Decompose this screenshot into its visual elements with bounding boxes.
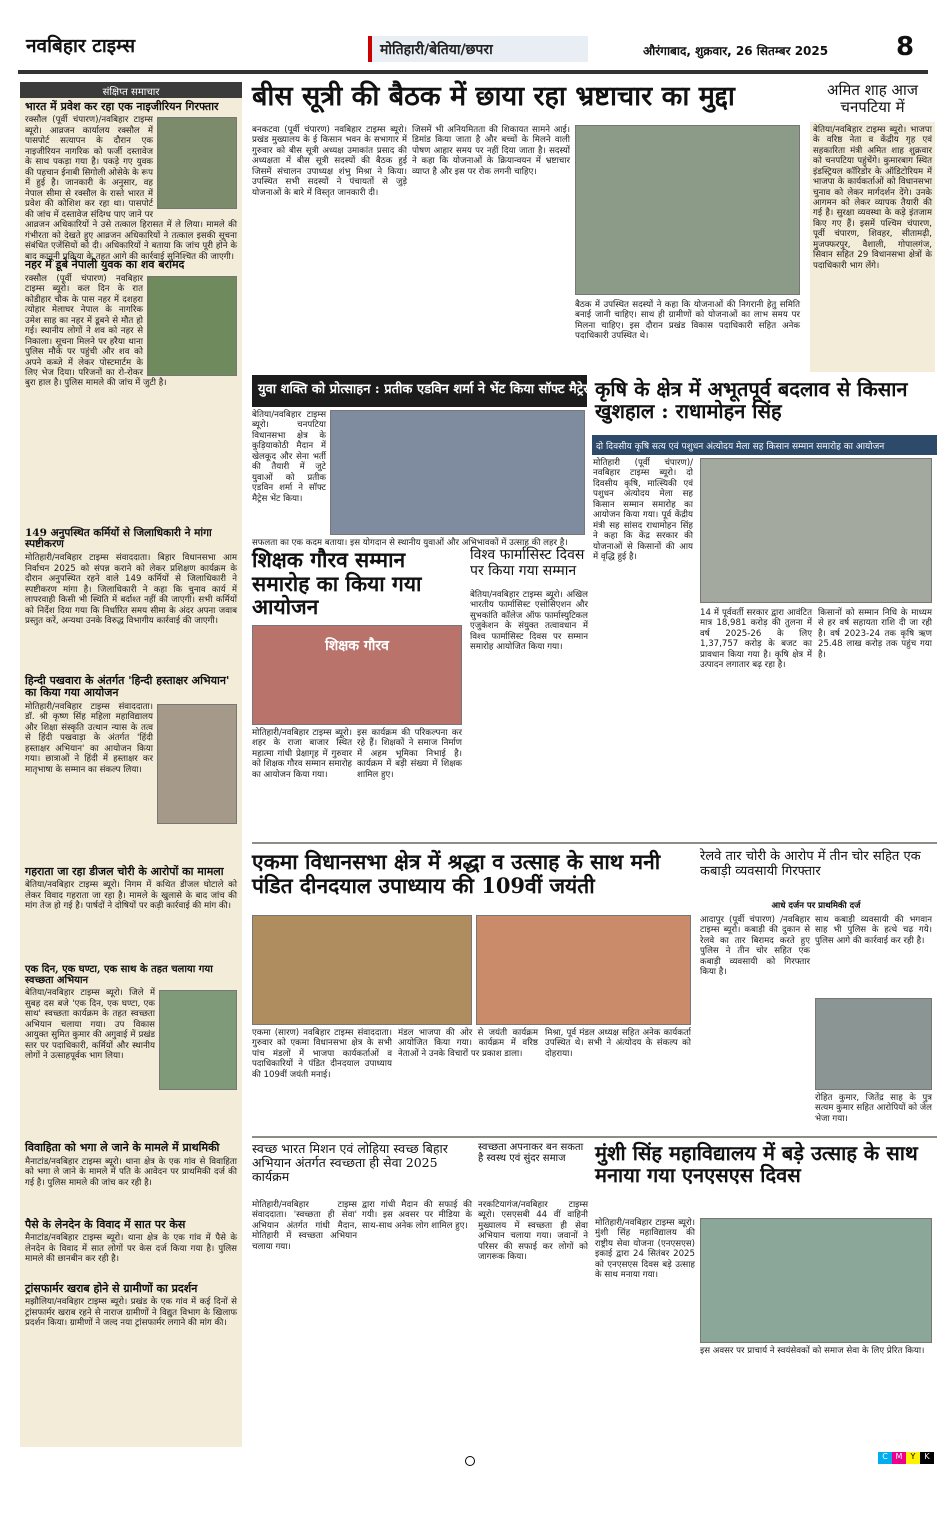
rail-headline: रेलवे तार चोरी के आरोप में तीन चोर सहित एक कबाड़ी व्यवसायी गिरफ्तार xyxy=(700,849,921,879)
brief-7-headline: विवाहिता को भगा ले जाने के मामले में प्राथमिकी xyxy=(25,1141,220,1155)
krishi-col-2: 14 में पूर्ववर्ती सरकार द्वारा आवंटित मात्र 18,981 करोड़ की तुलना में वर्ष 2025-26 के लिए 1,37,757 करोड़ के बजट का प्रावधान किया गया है। कृषि क्षेत्र में उत्पादन लगातार बढ़ रहा है। xyxy=(700,608,812,671)
brief-9-headline: ट्रांसफार्मर खराब होने से ग्रामीणों का प्रदर्शन xyxy=(25,1282,198,1296)
brief-column xyxy=(20,82,242,1447)
munshi-photo xyxy=(700,1218,932,1343)
amit-headline: अमित शाह आज चनपटिया में xyxy=(827,81,918,116)
krishi-col-1: मोतिहारी (पूर्वी चंपारण)/ नवबिहार टाइम्स ब्यूरो। दो दिवसीय कृषि, मात्स्यिकी एवं पशुधन अंत्योदय मेला सह किसान सम्मान समारोह का आयोजन किया गया। पूर्व केंद्रीय मंत्री सह सांसद राधामोहन सिंह ने कहा कि केंद्र सरकार की योजनाओं से किसानों की आय में वृद्धि हुई है। xyxy=(593,458,693,563)
brief-1-headline: भारत में प्रवेश कर रहा एक नाइजीरियन गिरफ्तार xyxy=(25,100,219,113)
mark-k: K xyxy=(920,1452,934,1464)
krishi-photo xyxy=(700,458,932,603)
pharma-body: बेतिया/नवबिहार टाइम्स ब्यूरो। अखिल भारतीय फार्मासिस्ट एसोसिएशन और सुभकांति कॉलेज ऑफ फार्मास्युटिकल एजुकेशन के संयुक्त तत्वावधान में विश्व फार्मासिस्ट दिवस पर सम्मान समारोह आयोजित किया गया। xyxy=(470,590,588,653)
rail-col-3: रोहित कुमार, जितेंद्र साह के पुत्र सत्यम कुमार सहित आरोपियों को जेल भेजा गया। xyxy=(815,1093,932,1124)
yuva-col-2: सफलता का एक कदम बताया। इस योगदान से स्थानीय युवाओं और अभिभावकों में उत्साह की लहर है। xyxy=(252,538,568,548)
yuva-photo xyxy=(330,410,585,535)
brief-8-headline: पैसे के लेनदेन के विवाद में सात पर केस xyxy=(25,1217,186,1231)
registration-mark xyxy=(465,1456,475,1466)
brief-2-photo xyxy=(147,276,237,376)
top-story-col-2: जिसमें भी अनियमितता की शिकायत सामने आई। डिमांड किया जाता है और बच्चों के मिलने वाली पोषण आहार समय पर नहीं दिया जाता है। सदस्यों ने कहा कि योजनाओं के क्रियान्वयन में भ्रष्टाचार व्याप्त है और इस पर रोक लगनी चाहिए। xyxy=(412,125,570,177)
brief-1-body: रक्सौल (पूर्वी चंपारण)/नवबिहार टाइम्स ब्यूरो। आव्रजन कार्यालय रक्सौल में पासपोर्ट सत्यापन के दौरान एक नाइजीरियन नागरिक को फर्जी दस्तावेज के साथ पकड़ा गया है। पकड़े गए युवक की पहचान ईनाबी सिगोली ओसेके के रूप में हुई है। जानकारी के अनुसार, वह नेपाल सीमा से रक्सौल के रास्ते भारत में प्रवेश की कोशिश कर रहा था। पासपोर्ट की जांच में दस्तावेज संदिग्ध पाए जाने पर आव्रजन अधिकारियों ने उसे तत्काल हिरासत में ले लिया। मामले की गंभीरता को देखते हुए आव्रजन अधिकारियों ने तत्काल इसकी सूचना संबंधित एजेंसियों को दी। अधिकारियों ने बताया कि जांच पूरी होने के बाद कानूनी प्रक्रिया के तहत आगे की कार्रवाई सुनिश्चित की जाएगी। xyxy=(25,115,237,262)
munshi-col-1: मोतिहारी/नवबिहार टाइम्स ब्यूरो। मुंशी सिंह महाविद्यालय की राष्ट्रीय सेवा योजना (एनएसएस) इकाई द्वारा 24 सितंबर 2025 को एनएसएस दिवस बड़े उत्साह के साथ मनाया गया। xyxy=(595,1218,695,1281)
ekma-photo-1 xyxy=(252,915,472,1025)
vyavhar-body: नरकटियागंज/नवबिहार टाइम्स ब्यूरो। एसएसबी 44 वीं वाहिनी मुख्यालय में स्वच्छता ही सेवा अभियान चलाया गया। जवानों ने परिसर की सफाई कर लोगों को जागरूक किया। xyxy=(478,1200,588,1263)
brief-title: संक्षिप्त समाचार xyxy=(20,82,242,98)
top-story-col-3: बैठक में उपस्थित सदस्यों ने कहा कि योजनाओं की निगरानी हेतु समिति बनाई जानी चाहिए। साथ ही ग्रामीणों को योजनाओं का लाभ समय पर मिलना चाहिए। इस दौरान प्रखंड विकास पदाधिकारी सहित अनेक पदाधिकारी उपस्थित थे। xyxy=(575,300,800,342)
brief-2-headline: नहर में डूबे नेपाली युवक का शव बरामद xyxy=(25,258,185,272)
brief-8-body: मैनाटांड/नवबिहार टाइम्स ब्यूरो। थाना क्षेत्र के एक गांव में पैसे के लेनदेन के विवाद में सात लोगों पर केस दर्ज किया गया है। पुलिस मामले की छानबीन कर रही है। xyxy=(25,1233,237,1265)
header-rule xyxy=(18,70,928,74)
shikshak-col-2: इस कार्यक्रम की परिकल्पना कर रहे हैं। शिक्षकों ने समाज निर्माण में अहम भूमिका निभाई है। कार्यक्रम में बड़ी संख्या में शिक्षक शामिल हुए। xyxy=(357,728,462,780)
pharma-headline: विश्व फार्मासिस्ट दिवस पर किया गया सम्मान xyxy=(470,547,585,579)
brief-5-body: बेतिया/नवबिहार टाइम्स ब्यूरो। निगम में कथित डीजल घोटाले को लेकर विवाद गहराता जा रहा है। मामले के खुलासे के बाद जांच की मांग तेज हो गई है। पार्षदों ने दोषियों पर कड़ी कार्रवाई की मांग की। xyxy=(25,880,237,912)
ekma-col-3: मिश्रा, पूर्व मंडल अध्यक्ष सहित अनेक कार्यकर्ता उपस्थित थे। सभी ने अंत्योदय के संकल्प को दोहराया। xyxy=(545,1028,691,1059)
swachh-col-1: मोतिहारी/नवबिहार टाइम्स संवाददाता। 'स्वच्छता ही सेवा' अभियान अंतर्गत गांधी मैदान, मोतिहारी में स्वच्छता अभियान चलाया गया। xyxy=(252,1200,357,1252)
yuva-headline: युवा शक्ति को प्रोत्साहन : प्रतीक एडविन शर्मा ने भेंट किया सॉफ्ट मैट्रेस xyxy=(258,382,593,397)
shikshak-photo-text: शिक्षक गौरव xyxy=(325,638,389,654)
brief-5-headline: गहराता जा रहा डीजल चोरी के आरोपों का मामला xyxy=(25,864,224,878)
brief-2-body: रक्सौल (पूर्वी चंपारण) नवबिहार टाइम्स ब्यूरो। कल दिन के रात कोडीहार चौक के पास नहर में दशहरा त्योहार मेलाघर नेपाल के नागरिक उमेश साह का नहर में डूबने से मौत हो गई। स्थानीय लोगों ने शव को नहर से निकाला। सूचना मिलने पर हरैया थाना पुलिस मौके पर पहुंची और शव को अपने कब्जे में लेकर पोस्टमार्टम के लिए भेज दिया। परिजनों का रो-रोकर बुरा हाल है। पुलिस मामले की जांच में जुटी है। xyxy=(25,273,167,389)
vyavhar-headline: स्वच्छता अपनाकर बन सकता है स्वस्थ एवं सुंदर समाज xyxy=(478,1142,584,1165)
page-number: 8 xyxy=(896,32,915,62)
section-label: मोतिहारी/बेतिया/छपरा xyxy=(368,36,588,62)
top-story-col-1: बनकटवा (पूर्वी चंपारण) नवबिहार टाइम्स ब्यूरो। प्रखंड मुख्यालय के ई किसान भवन के सभागार में गुरुवार को बीस सूत्री अध्यक्ष उमाकांत प्रसाद की अध्यक्षता में बीस सूत्री सदस्यों की बैठक हुई जिसमें संचालन उपाध्यक्ष शंभु मिश्रा ने किया। उपस्थित सभी सदस्यों ने पंचायतों से जुड़े योजनाओं के बारे में विस्तृत जानकारी दी। xyxy=(252,125,407,198)
top-story-headline: बीस सूत्री की बैठक में छाया रहा भ्रष्टाचार का मुद्दा xyxy=(252,81,735,112)
brief-6-photo xyxy=(159,990,237,1090)
yuva-col-1: बेतिया/नवबिहार टाइम्स ब्यूरो। चनपटिया विधानसभा क्षेत्र के कुड़ियाकोठी मैदान में खेलकूद और सेना भर्ती की तैयारी में जुटे युवाओं को प्रतीक एडविन शर्मा ने सॉफ्ट मैट्रेस भेंट किया। xyxy=(252,410,326,504)
brief-9-body: मझौलिया/नवबिहार टाइम्स ब्यूरो। प्रखंड के एक गांव में कई दिनों से ट्रांसफार्मर खराब रहने से नाराज ग्रामीणों ने विद्युत विभाग के खिलाफ प्रदर्शन किया। ग्रामीणों ने जल्द नया ट्रांसफार्मर लगाने की मांग की। xyxy=(25,1297,237,1329)
amit-body: बेतिया/नवबिहार टाइम्स ब्यूरो। भाजपा के वरिष्ठ नेता व केंद्रीय गृह एवं सहकारिता मंत्री अमित शाह शुक्रवार को चनपटिया पहुंचेंगे। कुमारबाग स्थित इंडस्ट्रियल कॉरिडोर के ऑडिटोरियम में भाजपा के कार्यकर्ताओं को विधानसभा चुनाव को लेकर मार्गदर्शन देंगे। उनके आगमन को लेकर व्यापक तैयारी की गई है। सुरक्षा व्यवस्था के कड़े इंतजाम किए गए हैं। इसमें पश्चिम चंपारण, पूर्वी चंपारण, शिवहर, सीतामढ़ी, मुजफ्फरपुर, वैशाली, गोपालगंज, सिवान सहित 29 विधानसभा क्षेत्रों के पदाधिकारी भाग लेंगे। xyxy=(810,122,935,372)
krishi-subhead: दो दिवसीय कृषि सत्य एवं पशुधन अंत्योदय मेला सह किसान सम्मान समारोह का आयोजन xyxy=(592,435,937,455)
brief-6-headline: एक दिन, एक घण्टा, एक साथ के तहत चलाया गया स्वच्छता अभियान xyxy=(25,964,213,987)
munshi-headline: मुंशी सिंह महाविद्यालय में बड़े उत्साह के साथ मनाया गया एनएसएस दिवस xyxy=(595,1141,918,1188)
dateline: औरंगाबाद, शुक्रवार, 26 सितम्बर 2025 xyxy=(643,44,829,58)
brief-4-body: मोतिहारी/नवबिहार टाइम्स संवाददाता। डॉ. श्री कृष्ण सिंह महिला महाविद्यालय और शिक्षा संस्कृति उत्थान न्यास के तत्व से हिंदी पखवाड़ा के अंतर्गत 'हिंदी हस्ताक्षर अभियान' का आयोजन किया गया। छात्राओं ने हिंदी में हस्ताक्षर कर मातृभाषा के सम्मान का संकल्प लिया। xyxy=(25,701,153,775)
brief-4-headline: हिन्दी पखवारा के अंतर्गत 'हिन्दी हस्ताक्षर अभियान' का किया गया आयोजन xyxy=(25,674,230,700)
rail-photo xyxy=(815,998,932,1090)
rail-col-1: आदापुर (पूर्वी चंपारण) /नवबिहार टाइम्स ब्यूरो। कबाड़ी की दुकान से रेलवे का तार बिरामद करते हुए पुलिस ने तीन चोर सहित एक कबाड़ी व्यवसायी को गिरफ्तार किया है। xyxy=(700,915,810,978)
yuva-headline-bar xyxy=(252,375,593,407)
rail-subhead: आधे दर्जन पर प्राथमिकी दर्ज xyxy=(771,901,861,911)
brief-3-headline: 149 अनुपस्थित कर्मियों से जिलाधिकारी ने मांगा स्पष्टीकरण xyxy=(25,526,212,551)
mark-y: Y xyxy=(906,1452,920,1464)
ekma-col-1: एकमा (सारण) नवबिहार टाइम्स संवाददाता। गुरुवार को एकमा विधानसभा क्षेत्र के सभी पांच मंडलों में भाजपा कार्यकर्ताओं व पदाधिकारियों ने पंडित दीनदयाल उपाध्याय की 109वीं जयंती मनाई। xyxy=(252,1028,392,1080)
ekma-col-2: मंडल भाजपा की ओर से जयंती कार्यक्रम आयोजित किया गया। कार्यक्रम में वरिष्ठ नेताओं ने उनके विचारों पर प्रकाश डाला। xyxy=(398,1028,538,1059)
amit-box xyxy=(810,80,935,375)
krishi-col-3: किसानों को सम्मान निधि के माध्यम से हर वर्ष सहायता राशि दी जा रही है। वर्ष 2023-24 तक कृषि ऋण 25.48 लाख करोड़ तक पहुंच गया है। xyxy=(818,608,932,660)
lower-rule xyxy=(252,1136,937,1138)
rail-col-2: साथ कबाड़ी व्यवसायी की भगवान साह भी पुलिस के हत्थे चढ़ गये। पुलिस आगे की कार्रवाई कर रही है। xyxy=(815,915,932,946)
brief-6-body: बेतिया/नवबिहार टाइम्स ब्यूरो। जिले में सुबह दस बजे 'एक दिन, एक घण्टा, एक साथ' स्वच्छता कार्यक्रम के तहत स्वच्छता अभियान चलाया गया। उप विकास आयुक्त सुमित कुमार की अगुवाई में प्रखंड स्तर पर पदाधिकारी, कर्मियों और स्थानीय लोगों ने उत्साहपूर्वक भाग लिया। xyxy=(25,988,155,1062)
shikshak-headline: शिक्षक गौरव सम्मान समारोह का किया गया आयोजन xyxy=(252,547,422,620)
top-story-photo xyxy=(575,125,800,295)
swachh-col-2: द्वारा गांधी मैदान की सफाई की गयी। इस अवसर पर मीडिया के साथ-साथ अनेक लोग शामिल हुए। xyxy=(362,1200,472,1231)
mid-rule xyxy=(252,842,937,844)
mark-m: M xyxy=(892,1452,906,1464)
mark-c: C xyxy=(878,1452,892,1464)
brief-1-photo xyxy=(157,117,237,209)
brief-4-photo xyxy=(157,704,237,824)
munshi-col-2: इस अवसर पर प्राचार्य ने स्वयंसेवकों को समाज सेवा के लिए प्रेरित किया। xyxy=(700,1346,925,1356)
shikshak-col-1: मोतिहारी/नवबिहार टाइम्स ब्यूरो। शहर के राजा बाजार स्थित महात्मा गांधी प्रेक्षागृह में गुरुवार को शिक्षक गौरव सम्मान समारोह का आयोजन किया गया। xyxy=(252,728,352,780)
brief-3-body: मोतिहारी/नवबिहार टाइम्स संवाददाता। बिहार विधानसभा आम निर्वाचन 2025 को संपन्न कराने को लेकर प्रशिक्षण कार्यक्रम के दौरान अनुपस्थित रहने वाले 149 कर्मियों से जिलाधिकारी ने स्पष्टीकरण मांगा है। जिलाधिकारी ने कहा कि चुनाव कार्य में लापरवाही किसी भी स्थिति में बर्दाश्त नहीं की जाएगी। सभी कर्मियों को निर्देश दिया गया कि निर्धारित समय सीमा के अंदर अपना जवाब प्रस्तुत करें, अन्यथा उनके विरुद्ध विभागीय कार्रवाई की जाएगी। xyxy=(25,553,237,627)
ekma-photo-2 xyxy=(476,915,691,1025)
masthead-bar xyxy=(18,22,928,70)
brief-7-body: मैनाटांड/नवबिहार टाइम्स ब्यूरो। थाना क्षेत्र के एक गांव से विवाहिता को भगा ले जाने के मामले में पति के आवेदन पर प्राथमिकी दर्ज की गई है। पुलिस मामले की जांच कर रही है। xyxy=(25,1156,237,1188)
color-marks xyxy=(878,1452,934,1464)
ekma-headline: एकमा विधानसभा क्षेत्र में श्रद्धा व उत्साह के साथ मनी पंडित दीनदयाल उपाध्याय की 109वीं जयंती xyxy=(252,849,661,898)
krishi-headline: कृषि के क्षेत्र में अभूतपूर्व बदलाव से किसान खुशहाल : राधामोहन सिंह xyxy=(595,377,908,424)
newspaper-logo: नवबिहार टाइम्स xyxy=(26,35,136,57)
swachh-headline: स्वच्छ भारत मिशन एवं लोहिया स्वच्छ बिहार अभियान अंतर्गत स्वच्छता ही सेवा 2025 कार्यक्रम xyxy=(252,1141,448,1184)
shikshak-photo xyxy=(252,625,462,725)
